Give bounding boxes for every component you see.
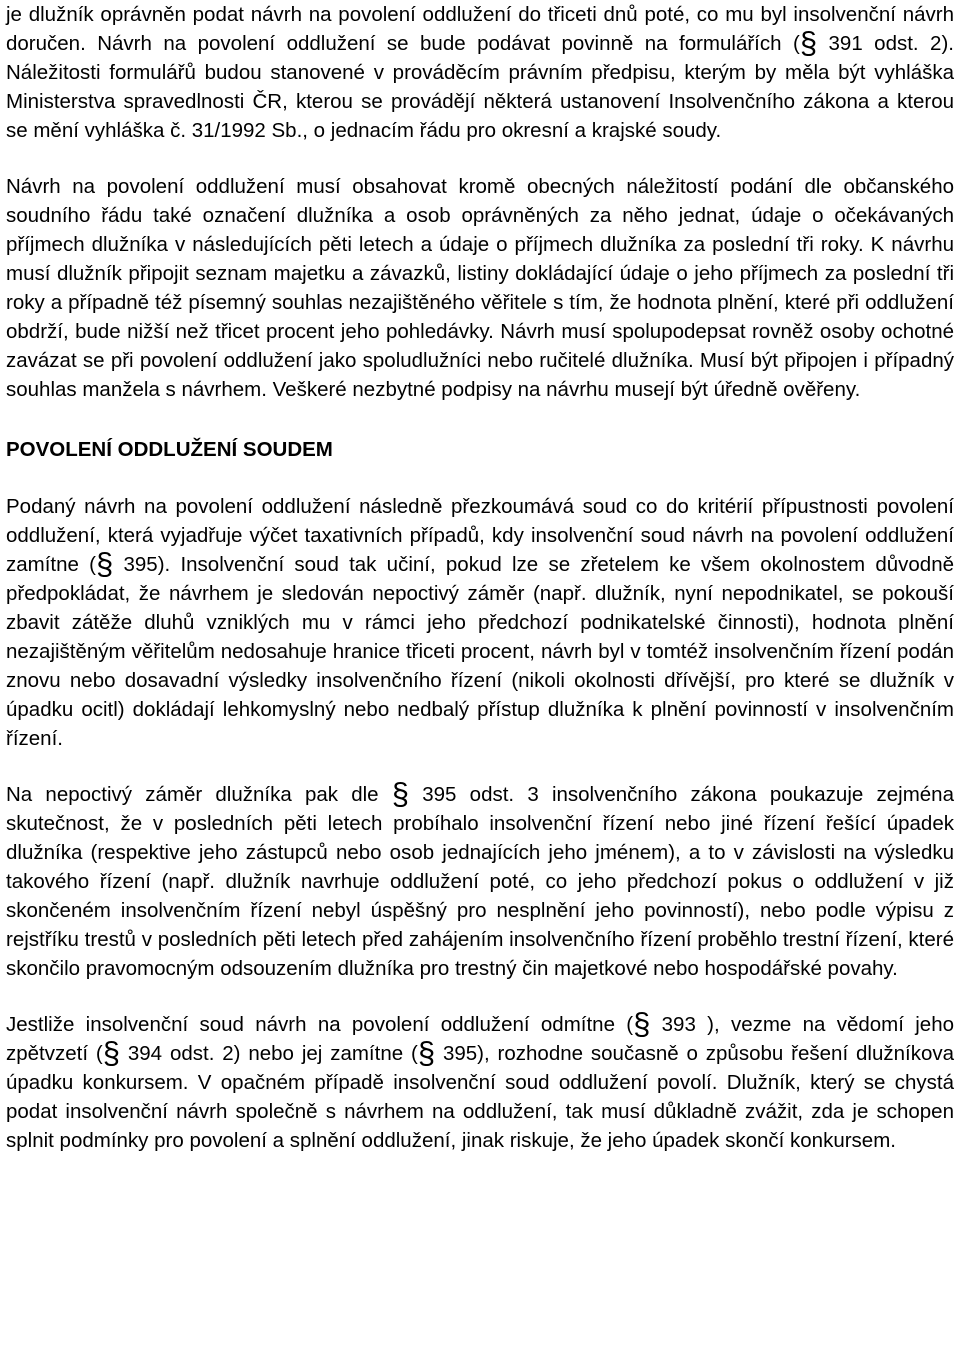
paragraph-4-text-a: Na nepoctivý záměr dlužníka pak dle [6, 783, 392, 806]
section-symbol: § [799, 25, 818, 60]
paragraph-1 [6, 0, 954, 145]
paragraph-3 [6, 492, 954, 753]
section-symbol: § [391, 776, 410, 811]
section-heading: POVOLENÍ ODDLUŽENÍ SOUDEM [6, 438, 333, 461]
section-symbol: § [633, 1006, 651, 1041]
paragraph-5-text-a: Jestliže insolvenční soud návrh na povolení oddlužení odmítne ( [6, 1013, 634, 1036]
paragraph-5 [6, 1006, 955, 1155]
paragraph-5-text-d: 395), rozhodne současně o způsobu řešení dlužníkova úpadku konkursem. V opačném případě insolvenční soud oddlužení povolí. Dlužník, který se chystá podat insolvenční návrh společně s návrhem na oddlužení, tak musí důkladně zvážit, zda je schopen splnit podmínky pro povolení a splnění oddlužení, jinak riskuje, že jeho úpadek skončí konkursem. [6, 1042, 955, 1152]
paragraph-2: Návrh na povolení oddlužení musí obsahovat kromě obecných náležitostí podání dle občanského soudního řádu také označení dlužníka a osob oprávněných za něho jednat, údaje o očekávaných příjmech dlužníka v následujících pěti letech a údaje o příjmech dlužníka za poslední tři roky. K návrhu musí dlužník připojit seznam majetku a závazků, listiny dokládající údaje o jeho příjmech za poslední tři roky a případně též písemný souhlas nezajištěného věřitele s tím, že hodnota plnění, které při oddlužení obdrží, bude nižší než třicet procent jeho pohledávky. Návrh musí spolupodepsat rovněž osoby ochotné zavázat se při povolení oddlužení jako spoludlužníci nebo ručitelé dlužníka. Musí být připojen i případný souhlas manžela s návrhem. Veškeré nezbytné podpisy na návrhu musejí být úředně ověřeny. [6, 175, 954, 401]
paragraph-1-text-b: 391 odst. 2). Náležitosti formulářů budou stanovené v prováděcím právním předpisu, kterým by měla být vyhláška Ministerstva spravedlnosti ČR, kterou se provádějí některá ustanovení Insolvenčního zákona a kterou se mění vyhláška č. 31/1992 Sb., o jednacím řádu pro okresní a krajské soudy. [6, 32, 954, 142]
paragraph-4 [6, 776, 954, 983]
paragraph-1-text-a: je dlužník oprávněn podat návrh na povolení oddlužení do třiceti dnů poté, co mu byl insolvenční návrh doručen. Návrh na povolení oddlužení se bude podávat povinně na formulářích ( [6, 3, 954, 55]
paragraph-5-text-b: 393 ), vezme na vědomí jeho zpětvzetí ( [6, 1013, 954, 1065]
paragraph-3-text-b: 395). Insolvenční soud tak učiní, pokud lze se zřetelem ke všem okolnostem důvodně předpokládat, že návrhem je sledován nepoctivý záměr (např. dlužník, nyní nepodnikatel, se pokouší zbavit zátěže dluhů vzniklých mu v rámci jeho předchozí podnikatelské činnosti), hodnota plnění nezajištěným věřitelům nedosahuje hranice třiceti procent, návrh byl v tomtéž insolvenčním řízení podán znovu nebo dosavadní výsledky insolvenčního řízení (nikoli okolnosti dřívější, pro které se dlužník v úpadku ocitl) dokládají lehkomyslný nebo nedbalý přístup dlužníka k plnění povinností v insolvenčním řízení. [6, 553, 955, 750]
paragraph-4-text-b: 395 odst. 3 insolvenčního zákona poukazuje zejména skutečnost, že v posledních pěti letech probíhalo insolvenční řízení nebo jiné řízení řešící úpadek dlužníka (respektive jeho zástupců nebo osob jednajících jeho jménem), a to v závislosti na výsledku takového řízení (např. dlužník navrhuje oddlužení poté, co jeho předchozí pokus o oddlužení v již skončeném insolvenčním řízení nebyl úspěšný pro nesplnění jeho povinností), nebo podle výpisu z rejstříku trestů v posledních pěti letech před zahájením insolvenčního řízení proběhlo trestní řízení, které skončilo pravomocným odsouzením dlužníka pro trestný čin majetkové nebo hospodářské povahy. [6, 783, 954, 980]
paragraph-3-text-a: Podaný návrh na povolení oddlužení následně přezkoumává soud co do kritérií přípustnosti povolení oddlužení, která vyjadřuje výčet taxativních případů, kdy insolvenční soud návrh na povolení oddlužení zamítne ( [6, 495, 954, 576]
section-symbol: § [102, 1035, 120, 1070]
section-symbol: § [417, 1035, 436, 1070]
paragraph-5-text-c: 394 odst. 2) nebo jej zamítne ( [120, 1042, 418, 1065]
document-page [6, 0, 954, 1155]
section-symbol: § [96, 546, 114, 581]
